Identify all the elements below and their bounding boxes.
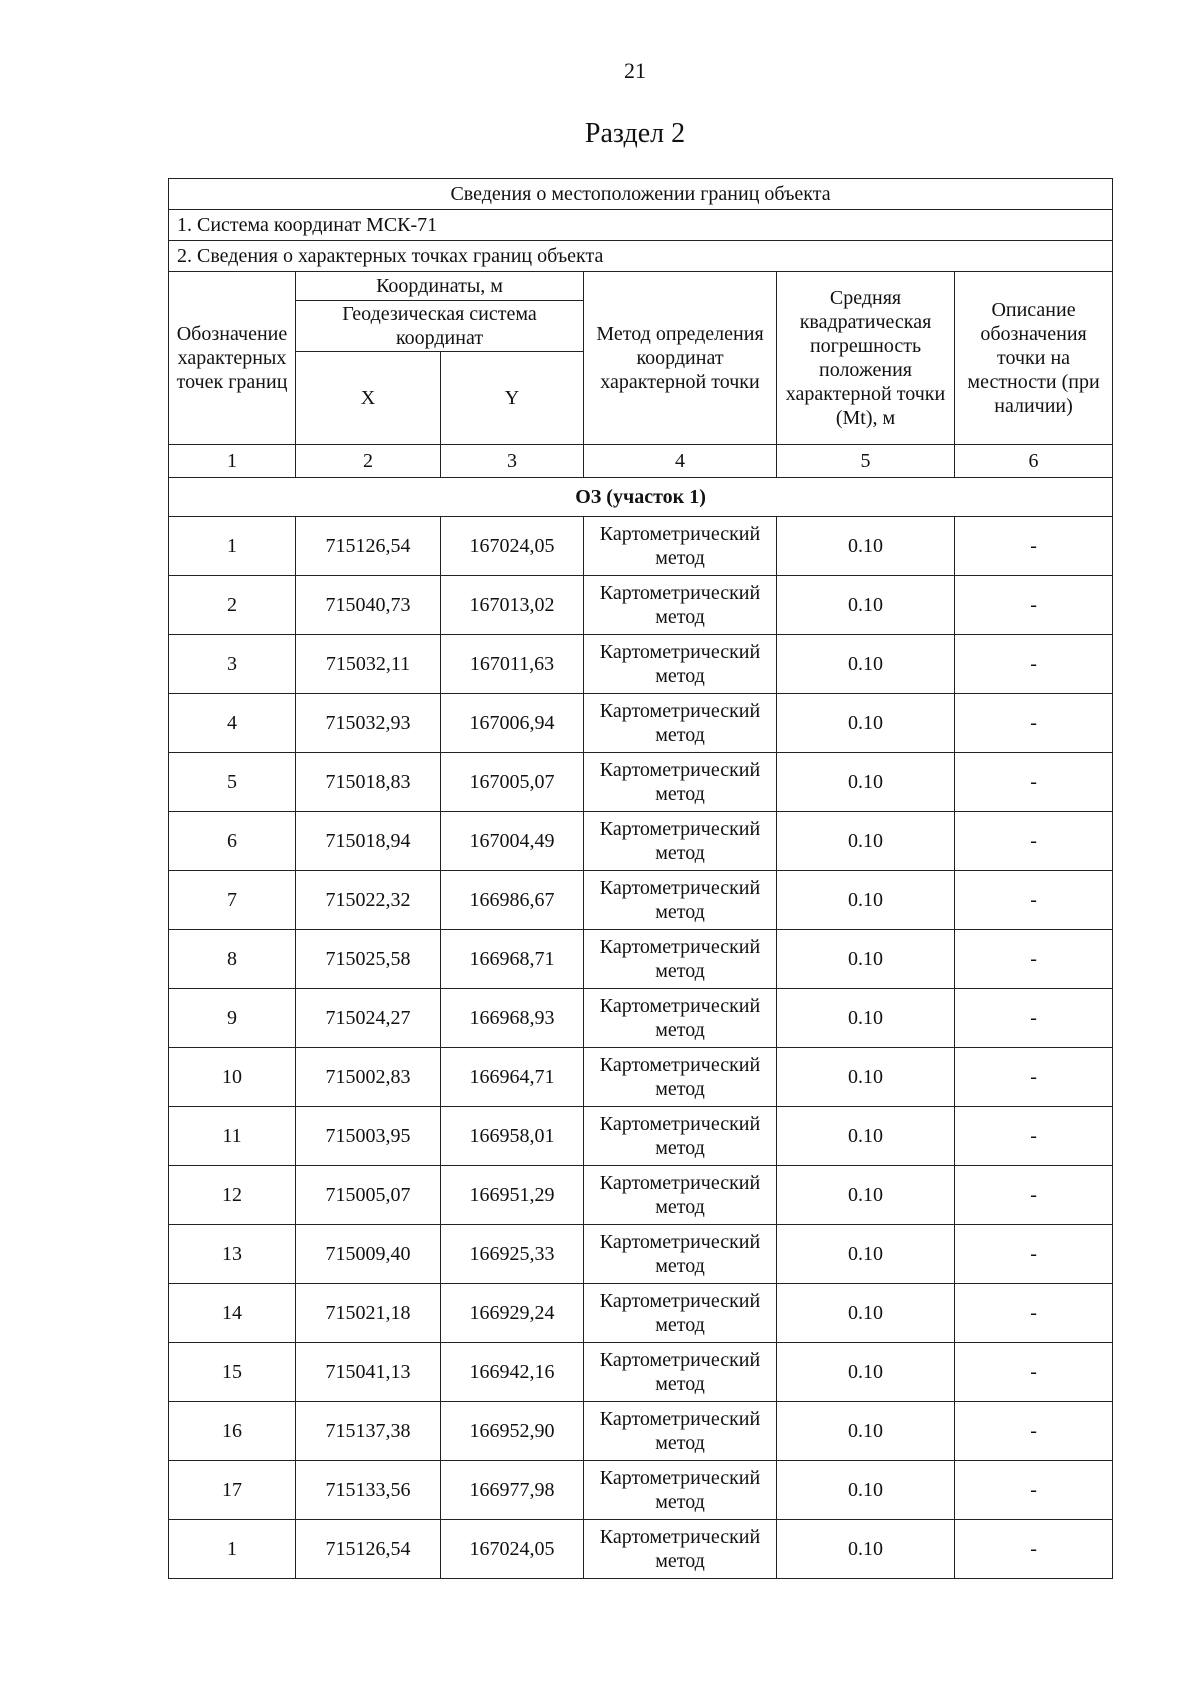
point-cell: 12 [169,1166,296,1225]
method-cell: Картометрический метод [584,1520,777,1579]
table-row [169,989,1113,1048]
column-number-cell: 5 [777,445,955,478]
error-cell: 0.10 [777,517,955,576]
y-coordinate-cell: 167024,05 [441,517,584,576]
y-coordinate-cell: 166986,67 [441,871,584,930]
description-cell: - [955,1520,1113,1579]
x-coordinate-cell: 715018,94 [296,812,441,871]
description-cell: - [955,930,1113,989]
header-y: Y [441,352,584,445]
method-cell: Картометрический метод [584,1461,777,1520]
method-cell: Картометрический метод [584,989,777,1048]
description-cell: - [955,635,1113,694]
x-coordinate-cell: 715021,18 [296,1284,441,1343]
x-coordinate-cell: 715025,58 [296,930,441,989]
page-number: 21 [624,58,646,83]
section-label: ОЗ (участок 1) [169,478,1113,517]
method-cell: Картометрический метод [584,1284,777,1343]
section-title: Раздел 2 [584,118,686,149]
table-row [169,1107,1113,1166]
header-description: Описание обозначения точки на местности (при наличии) [955,272,1113,445]
y-coordinate-cell: 167006,94 [441,694,584,753]
method-cell: Картометрический метод [584,1166,777,1225]
description-cell: - [955,1048,1113,1107]
description-cell: - [955,1461,1113,1520]
y-coordinate-cell: 166925,33 [441,1225,584,1284]
header-designation: Обозначение характерных точек границ [169,272,296,445]
point-cell: 10 [169,1048,296,1107]
error-cell: 0.10 [777,1166,955,1225]
x-coordinate-cell: 715041,13 [296,1343,441,1402]
description-cell: - [955,753,1113,812]
header-error: Средняя квадратическая погрешность положения характерной точки (Mt), м [777,272,955,445]
x-coordinate-cell: 715024,27 [296,989,441,1048]
coordinate-system-row: 1. Система координат МСК-71 [169,210,1113,241]
column-number-cell: 2 [296,445,441,478]
y-coordinate-cell: 166964,71 [441,1048,584,1107]
table-row [169,1048,1113,1107]
x-coordinate-cell: 715040,73 [296,576,441,635]
x-coordinate-cell: 715003,95 [296,1107,441,1166]
x-coordinate-cell: 715137,38 [296,1402,441,1461]
description-cell: - [955,1284,1113,1343]
error-cell: 0.10 [777,1461,955,1520]
header-geodetic-system: Геодезическая система координат [296,301,584,352]
table-row [169,1225,1113,1284]
description-cell: - [955,812,1113,871]
method-cell: Картометрический метод [584,753,777,812]
y-coordinate-cell: 167004,49 [441,812,584,871]
y-coordinate-cell: 166952,90 [441,1402,584,1461]
y-coordinate-cell: 166951,29 [441,1166,584,1225]
error-cell: 0.10 [777,812,955,871]
description-cell: - [955,1166,1113,1225]
error-cell: 0.10 [777,1402,955,1461]
description-cell: - [955,1225,1113,1284]
x-coordinate-cell: 715126,54 [296,1520,441,1579]
description-cell: - [955,1402,1113,1461]
point-cell: 7 [169,871,296,930]
y-coordinate-cell: 167011,63 [441,635,584,694]
y-coordinate-cell: 166968,71 [441,930,584,989]
point-cell: 4 [169,694,296,753]
point-cell: 6 [169,812,296,871]
method-cell: Картометрический метод [584,635,777,694]
y-coordinate-cell: 166942,16 [441,1343,584,1402]
method-cell: Картометрический метод [584,1343,777,1402]
description-cell: - [955,871,1113,930]
table-row [169,812,1113,871]
y-coordinate-cell: 167024,05 [441,1520,584,1579]
x-coordinate-cell: 715126,54 [296,517,441,576]
description-cell: - [955,1107,1113,1166]
point-cell: 13 [169,1225,296,1284]
table-row [169,1461,1113,1520]
error-cell: 0.10 [777,694,955,753]
method-cell: Картометрический метод [584,812,777,871]
header-x: X [296,352,441,445]
points-heading-row: 2. Сведения о характерных точках границ объекта [169,241,1113,272]
point-cell: 16 [169,1402,296,1461]
table-row [169,694,1113,753]
error-cell: 0.10 [777,753,955,812]
header-method: Метод определения координат характерной точки [584,272,777,445]
point-cell: 14 [169,1284,296,1343]
description-cell: - [955,694,1113,753]
method-cell: Картометрический метод [584,930,777,989]
table-row [169,1402,1113,1461]
table-row [169,635,1113,694]
table-row [169,576,1113,635]
x-coordinate-cell: 715032,93 [296,694,441,753]
y-coordinate-cell: 166968,93 [441,989,584,1048]
table-row [169,930,1113,989]
table-row [169,1520,1113,1579]
description-cell: - [955,1343,1113,1402]
column-number-cell: 3 [441,445,584,478]
column-number-row [169,445,1113,478]
description-cell: - [955,517,1113,576]
method-cell: Картометрический метод [584,694,777,753]
point-cell: 9 [169,989,296,1048]
y-coordinate-cell: 167013,02 [441,576,584,635]
method-cell: Картометрический метод [584,576,777,635]
point-cell: 1 [169,517,296,576]
y-coordinate-cell: 166977,98 [441,1461,584,1520]
method-cell: Картометрический метод [584,1402,777,1461]
column-number-cell: 4 [584,445,777,478]
method-cell: Картометрический метод [584,871,777,930]
point-cell: 15 [169,1343,296,1402]
point-cell: 11 [169,1107,296,1166]
point-cell: 3 [169,635,296,694]
point-cell: 1 [169,1520,296,1579]
table-row [169,1284,1113,1343]
table-title: Сведения о местоположении границ объекта [169,179,1113,210]
column-number-cell: 6 [955,445,1113,478]
point-cell: 5 [169,753,296,812]
error-cell: 0.10 [777,1048,955,1107]
method-cell: Картометрический метод [584,1107,777,1166]
error-cell: 0.10 [777,871,955,930]
error-cell: 0.10 [777,1343,955,1402]
error-cell: 0.10 [777,576,955,635]
error-cell: 0.10 [777,1284,955,1343]
method-cell: Картометрический метод [584,1048,777,1107]
point-cell: 8 [169,930,296,989]
description-cell: - [955,989,1113,1048]
x-coordinate-cell: 715002,83 [296,1048,441,1107]
table-row [169,517,1113,576]
column-number-cell: 1 [169,445,296,478]
table-row [169,753,1113,812]
y-coordinate-cell: 166958,01 [441,1107,584,1166]
table-row [169,1166,1113,1225]
error-cell: 0.10 [777,930,955,989]
method-cell: Картометрический метод [584,517,777,576]
x-coordinate-cell: 715018,83 [296,753,441,812]
error-cell: 0.10 [777,1520,955,1579]
x-coordinate-cell: 715022,32 [296,871,441,930]
boundary-points-table [168,178,1113,1579]
x-coordinate-cell: 715032,11 [296,635,441,694]
error-cell: 0.10 [777,635,955,694]
error-cell: 0.10 [777,989,955,1048]
error-cell: 0.10 [777,1107,955,1166]
table-row [169,1343,1113,1402]
method-cell: Картометрический метод [584,1225,777,1284]
x-coordinate-cell: 715005,07 [296,1166,441,1225]
error-cell: 0.10 [777,1225,955,1284]
x-coordinate-cell: 715009,40 [296,1225,441,1284]
description-cell: - [955,576,1113,635]
header-coordinates: Координаты, м [296,272,584,301]
y-coordinate-cell: 167005,07 [441,753,584,812]
table-row [169,871,1113,930]
point-cell: 17 [169,1461,296,1520]
x-coordinate-cell: 715133,56 [296,1461,441,1520]
point-cell: 2 [169,576,296,635]
y-coordinate-cell: 166929,24 [441,1284,584,1343]
